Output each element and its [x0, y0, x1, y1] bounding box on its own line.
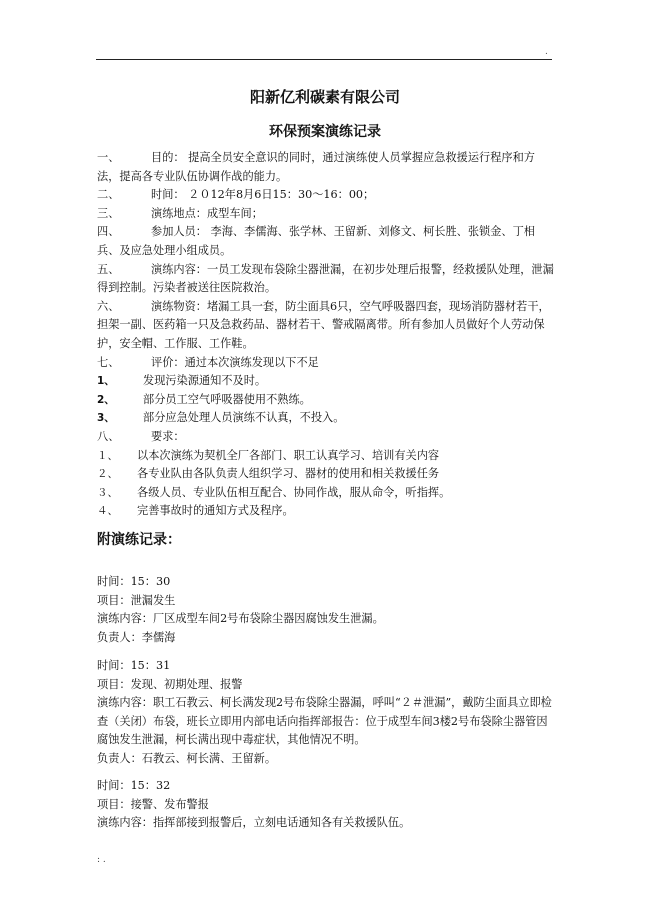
drill-record [97, 573, 557, 647]
finding-item: 2、 部分员工空气呼吸器使用不熟练。 [97, 392, 311, 406]
company-name: 阳新亿利碳素有限公司 [249, 88, 400, 106]
record-content: 演练内容：指挥部接到报警后，立刻电话通知各有关救援队伍。 [97, 816, 411, 830]
record-owner: 负责人：石教云、柯长满、王留新。 [97, 751, 277, 765]
appendix-title: 附演练记录： [97, 532, 181, 548]
section-purpose: 一、 目的： 提高全员安全意识的同时，通过演练使人员掌握应急救援运行程序和方法，提高各专业队伍协调作战的能力。 [97, 151, 535, 183]
record-owner: 负责人：李儒海 [97, 630, 176, 644]
record-content: 演练内容：职工石教云、柯长满发现2号布袋除尘器漏，呼叫“２＃泄漏”，戴防尘面具立即检查（关闭）布袋，班长立即用内部电话向指挥部报告：位于成型车间3楼2号布袋除尘器管因腐蚀发生泄漏，柯长满出现中毒症状，其他情况不明。 [97, 696, 552, 747]
page-title: 环保预案演练记录 [269, 124, 381, 140]
requirement-item: ４、 完善事故时的通知方式及程序。 [97, 504, 294, 518]
section-materials: 六、 演练物资：堵漏工具一套，防尘面具6只，空气呼吸器四套，现场消防器材若干，担架一副、医药箱一只及急救药品、器材若干、警戒隔离带。所有参加人员做好个人劳动保护，安全帽、工作服、工作鞋。 [97, 299, 550, 350]
record-time: 时间：15：32 [97, 779, 171, 792]
section-time: 二、 时间： ２０12年8月6日15：30～16：00； [97, 188, 375, 202]
finding-item: 3、 部分应急处理人员演练不认真，不投入。 [97, 411, 345, 425]
record-item: 项目：发现、初期处理、报警 [97, 677, 243, 691]
drill-plan-body [97, 149, 557, 521]
record-time: 时间：15：30 [97, 575, 171, 588]
finding-item: 1、 发现污染源通知不及时。 [97, 374, 267, 388]
record-item: 项目：接警、发布警报 [97, 797, 209, 811]
section-participants: 四、 参加人员： 李海、李儒海、张学林、王留新、刘修文、柯长胜、张锁金、丁相兵、及应急处理小组成员。 [97, 225, 535, 257]
drill-record [97, 777, 557, 833]
header-mark: . [545, 47, 548, 57]
record-content: 演练内容：厂区成型车间2号布袋除尘器因腐蚀发生泄漏。 [97, 612, 384, 626]
record-item: 项目：泄漏发生 [97, 593, 176, 607]
footer-mark: : . [97, 855, 106, 865]
section-evaluation: 七、 评价：通过本次演练发现以下不足 [97, 355, 319, 369]
header-rule [96, 59, 552, 60]
requirement-item: １、 以本次演练为契机全厂各部门、职工认真学习、培训有关内容 [97, 448, 440, 462]
record-time: 时间：15：31 [97, 659, 171, 672]
section-location: 三、 演练地点：成型车间； [97, 206, 263, 220]
drill-record [97, 657, 557, 769]
requirement-item: ２、 各专业队由各队负责人组织学习、器材的使用和相关救援任务 [97, 467, 440, 481]
section-content: 五、 演练内容：一员工发现布袋除尘器泄漏，在初步处理后报警，经救援队处理，泄漏得到控制。污染者被送往医院救治。 [97, 262, 554, 295]
requirement-item: ３、 各级人员、专业队伍相互配合、协同作战，服从命令，听指挥。 [97, 485, 451, 499]
section-requirements: 八、 要求： [97, 429, 185, 443]
